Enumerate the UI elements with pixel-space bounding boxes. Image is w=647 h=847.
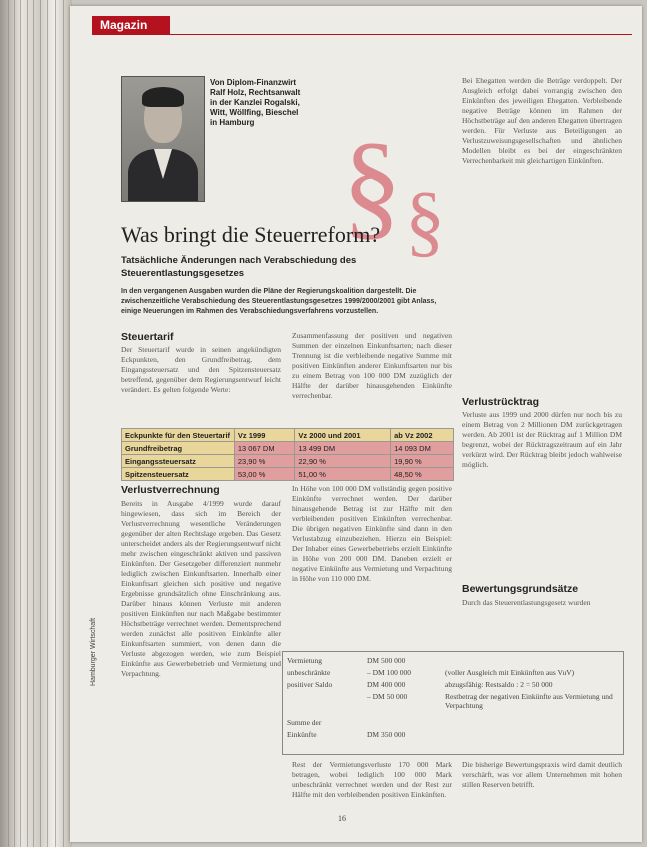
- page-number: 16: [338, 814, 346, 823]
- text-right-column: Bei Ehegatten werden die Beträge verdoppelt. Der Ausgleich erfolgt dabei vorrangig zwischen den Einkünften des jeweiligen Ehegatten. Verbleibende negative Beträge können im Rahmen der Höchstbeträge auf den anderen Ehegatten übertragen werden. Für Verluste aus Beteiligungen an Verlustzuweisungsgesellschaften und ähnlichen Modellen bleibt es bei der eingeschränkten Verrechenbarkeit mit gleichartigen Einkünften.: [462, 76, 622, 165]
- table-cell: 53,00 %: [234, 468, 295, 481]
- table-header-cell: Eckpunkte für den Steuertarif: [122, 429, 235, 442]
- table-cell: 14 093 DM: [391, 442, 454, 455]
- author-caption: Von Diplom-Finanzwirt Ralf Holz, Rechtsanwalt in der Kanzlei Rogalski, Witt, Wöllfing, Bieschel in Hamburg: [210, 78, 301, 127]
- table-header-cell: Vz 1999: [234, 429, 295, 442]
- magazine-page: [70, 6, 642, 842]
- side-label: Hamburger Wirtschaft: [90, 617, 97, 686]
- author-photo: [121, 76, 205, 202]
- calculation-box: Vermietung DM 500 000 unbeschränkte – DM 100 000 (voller Ausgleich mit Einkünften aus VuV) positiver Saldo DM 400 000 abzugsfähig: Restsaldo : 2 = 50 000 – DM 50 000 Restbetrag der negativen Einkünfte aus Vermietung und Verpachtung Summe der Einkünfte DM 350 000: [282, 651, 624, 755]
- text-verlustruecktrag: Verluste aus 1999 und 2000 dürfen nur noch bis zu einem Betrag von 2 Millionen DM zurückgetragen werden. Ab 2001 ist der Rücktrag auf 1 Million DM begrenzt, wobei der Rücktragszeitraum auf ein Jahr verkürzt wird. Der Rücktrag bleibt jedoch wahlweise möglich.: [462, 410, 622, 469]
- heading-steuertarif: Steuertarif: [121, 331, 174, 343]
- table-row: [122, 455, 454, 468]
- article-subtitle: Tatsächliche Änderungen nach Verabschiedung des Steuerentlastungsgesetzes: [121, 255, 357, 279]
- text-bottom-right: Die bisherige Bewertungspraxis wird damit deutlich verschärft, was vor allem Unternehmen mit hohen stillen Reserven betrifft.: [462, 760, 622, 789]
- text-verlustverrechnung: Bereits in Ausgabe 4/1999 wurde darauf hingewiesen, dass sich im Bereich der Verlustverrechnung wesentliche Veränderungen gegenüber der alten Rechtslage ergeben. Das Gesetz unterscheidet anders als der Regierungsentwurf nicht mehr zwischen eingeschränkt aktiven und passiven Einkünften. Der Gesetzgeber differenziert nunmehr lediglich zwischen Einkunftsarten. Innerhalb einer Einkunftsart gleichen sich positive und negative Ergebnisse grundsätzlich ohne Einschränkung aus. Darüber hinaus können Verluste mit anderen positiven Einkünften nur nach Maßgabe bestimmter Höchstbeträge verrechnet werden. Dementsprechend werden zunächst alle positiven Einkünfte aller Einkunftsarten summiert, von denen dann die Verluste abgezogen werden, wie zum Beispiel Einkünfte aus Gewerbebetrieb und Vermietung und Verpachtung.: [121, 499, 281, 678]
- heading-verlustruecktrag: Verlustrücktrag: [462, 396, 540, 408]
- table-cell: 13 499 DM: [295, 442, 391, 455]
- table-row: [122, 468, 454, 481]
- table-header-cell: Vz 2000 und 2001: [295, 429, 391, 442]
- text-bottom-middle: Rest der Vermietungsverluste 170 000 Mark betragen, wobei lediglich 100 000 Mark unbeschränkt verrechnet werden und der Rest zur Hälfte mit den verbleibenden positiven Einkünften.: [292, 760, 452, 799]
- paragraph-symbol-small: §: [405, 177, 445, 265]
- text-bewertung: Durch das Steuerentlastungsgesetz wurden: [462, 598, 591, 607]
- table-header-cell: ab Vz 2002: [391, 429, 454, 442]
- paragraph-symbol-large: §: [342, 118, 402, 251]
- table-row: [122, 442, 454, 455]
- book-binding: [0, 0, 72, 847]
- heading-bewertung: Bewertungsgrundsätze: [462, 583, 579, 595]
- table-row-label: Eingangssteuersatz: [122, 455, 235, 468]
- table-cell: 19,90 %: [391, 455, 454, 468]
- table-cell: 51,00 %: [295, 468, 391, 481]
- heading-verlustverrechnung: Verlustverrechnung: [121, 484, 220, 496]
- text-steuertarif: Der Steuertarif wurde in seinen angekündigten Eckpunkten, den Grundfreibetrag, dem Eingangssteuersatz und den Spitzensteuersatz betreffend, gegenüber dem Regierungsentwurf leicht verändert. Es gelten folgende Werte:: [121, 345, 281, 394]
- table-cell: 22,90 %: [295, 455, 391, 468]
- text-lower-middle: In Höhe von 100 000 DM vollständig gegen positive Einkünfte verrechnet werden. Der darüber hinausgehende Betrag ist zur Hälfte mit den verbleibenden positiven Einkünften verrechenbar. Die übrigen negativen Einkünfte sind dann in den Verlustabzug einzubeziehen. Hierzu ein Beispiel: Der Inhaber eines Gewerbebetriebs erzielt Einkünfte in Höhe von 200 000 DM. Daneben erzielt er negative Einkünfte aus Vermietung und Verpachtung in Höhe von 110 000 DM.: [292, 484, 452, 583]
- article-title: Was bringt die Steuerreform?: [121, 222, 381, 247]
- table-row-label: Spitzensteuersatz: [122, 468, 235, 481]
- table-cell: 23,90 %: [234, 455, 295, 468]
- table-row-label: Grundfreibetrag: [122, 442, 235, 455]
- section-tab: Magazin: [92, 16, 170, 34]
- section-header-bar: [92, 16, 632, 35]
- article-lead: In den vergangenen Ausgaben wurden die Pläne der Regierungskoalition dargestellt. Die zwischenzeitliche Verabschiedung des Steuerentlastungsgesetzes 1999/2000/2001 gibt Anlass, einige Neuerungen im Rahmen des Verabschiedungsverfahrens vorzustellen.: [121, 288, 437, 315]
- text-middle: Zusammenfassung der positiven und negativen Summen der einzelnen Einkunftsarten; nach dieser Trennung ist die verbleibende negative Summe mit positiven Einkünften anderer Einkunftsarten nur bis zu einem Betrag von 100 000 DM zuzüglich der Hälfte der darüber hinausgehenden Einkünfte verrechenbar.: [292, 331, 452, 400]
- tariff-table: [121, 428, 454, 481]
- table-cell: 48,50 %: [391, 468, 454, 481]
- table-cell: 13 067 DM: [234, 442, 295, 455]
- table-header-row: [122, 429, 454, 442]
